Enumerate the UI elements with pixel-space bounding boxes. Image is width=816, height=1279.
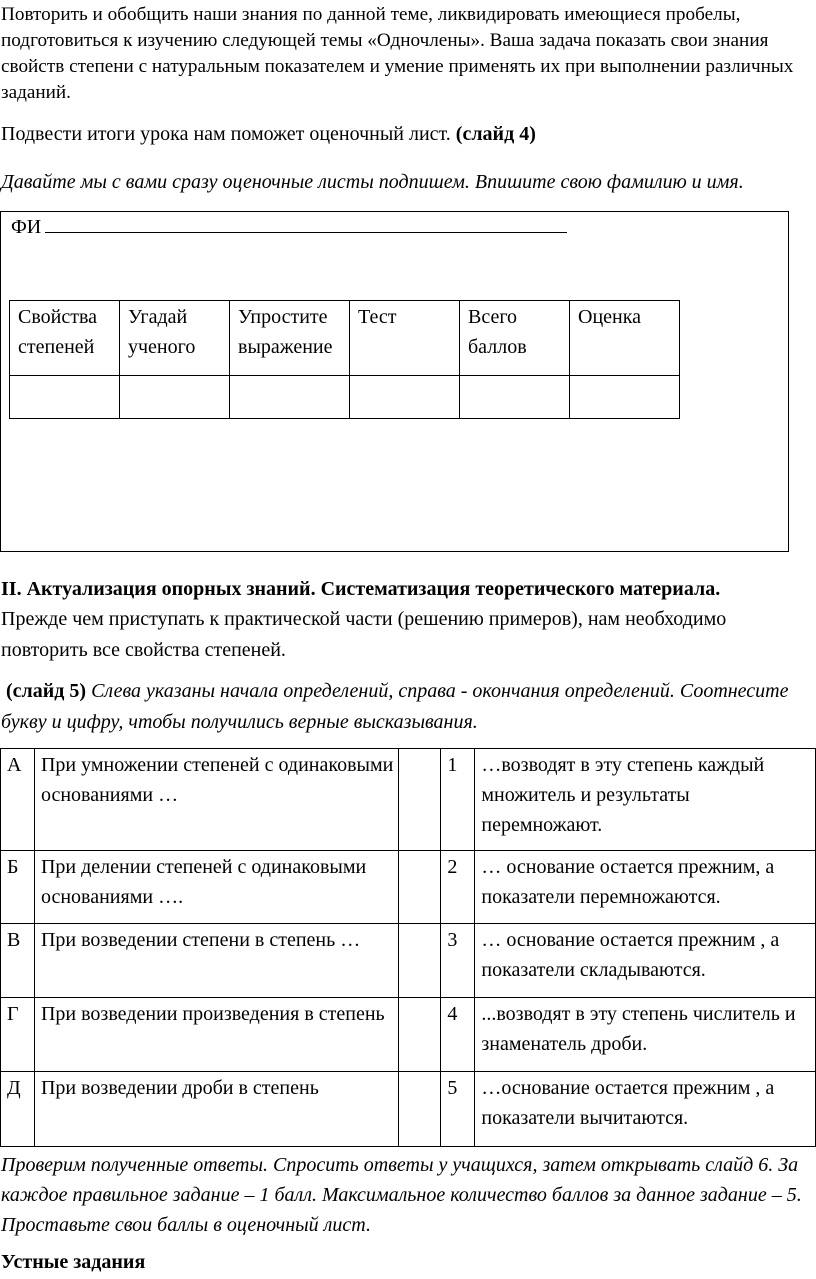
evaluation-header-row (10, 301, 680, 376)
sign-instruction: Давайте мы с вами сразу оценочные листы подпишем. Впишите свою фамилию и имя. (1, 171, 744, 193)
evaluation-header-cell: Оценка (570, 301, 680, 376)
score-cell[interactable] (230, 376, 350, 419)
section2-heading: II. Актуализация опорных знаний. Систематизация теоретического материала. (1, 578, 721, 600)
score-cell[interactable] (350, 376, 460, 419)
row-definition-start: При делении степеней с одинаковыми основаниями …. (34, 851, 399, 924)
score-cell[interactable] (570, 376, 680, 419)
answer-cell[interactable] (399, 749, 441, 851)
score-cell[interactable] (10, 376, 120, 419)
matching-row (1, 998, 816, 1072)
row-letter: А (1, 749, 35, 851)
row-number: 1 (441, 749, 475, 851)
row-definition-start: При возведении степени в степень … (34, 924, 399, 998)
matching-table (0, 748, 816, 1147)
evaluation-header-cell: Тест (350, 301, 460, 376)
row-definition-end: …основание остается прежним , а показатели вычитаются. (475, 1072, 816, 1147)
row-definition-start: При умножении степеней с одинаковыми основаниями … (34, 749, 399, 851)
section2 (1, 575, 813, 666)
row-letter: Д (1, 1072, 35, 1147)
answer-cell[interactable] (399, 1072, 441, 1147)
matching-row (1, 1072, 816, 1147)
intro-paragraph: Повторить и обобщить наши знания по данной теме, ликвидировать имеющиеся пробелы, подготовиться к изучению следующей темы «Одночлены». Ваша задача показать свои знания свойств степени с натуральным показателем и умение применять их при выполнении различных заданий. (1, 4, 794, 103)
fi-label: ФИ (11, 216, 42, 238)
row-letter: Г (1, 998, 35, 1072)
row-definition-end: ...возводят в эту степень числитель и знаменатель дроби. (475, 998, 816, 1072)
summary-text: Подвести итоги урока нам поможет оценочный лист. (1, 123, 456, 145)
oral-tasks-heading: Устные задания (1, 1251, 146, 1273)
evaluation-header-cell: Всего баллов (460, 301, 570, 376)
row-definition-end: …возводят в эту степень каждый множитель и результаты перемножают. (475, 749, 816, 851)
summary-line (1, 120, 536, 148)
evaluation-header-cell: Упростите выражение (230, 301, 350, 376)
summary-slide-label: (слайд 4) (455, 123, 536, 145)
row-number: 4 (441, 998, 475, 1072)
row-definition-end: … основание остается прежним , а показатели складываются. (475, 924, 816, 998)
row-number: 2 (441, 851, 475, 924)
check-instructions: Проверим полученные ответы. Спросить ответы у учащихся, затем открывать слайд 6. За каждое правильное задание – 1 балл. Максимальное количество баллов за данное задание – 5. Проставьте свои баллы в оценочный лист. (1, 1154, 802, 1236)
fi-underline (45, 212, 567, 233)
answer-cell[interactable] (399, 924, 441, 998)
row-number: 3 (441, 924, 475, 998)
matching-row (1, 924, 816, 998)
score-cell[interactable] (460, 376, 570, 419)
matching-row (1, 851, 816, 924)
evaluation-header-cell: Угадай ученого (120, 301, 230, 376)
row-letter: Б (1, 851, 35, 924)
section2-text: Прежде чем приступать к практической части (решению примеров), нам необходимо повторить все свойства степеней. (1, 608, 727, 661)
evaluation-header-cell: Свойства степеней (10, 301, 120, 376)
evaluation-table (9, 300, 680, 419)
slide5-text: Слева указаны начала определений, справа - окончания определений. Соотнесите букву и цифру, чтобы получились верные высказывания. (1, 680, 789, 733)
slide5-instruction (1, 676, 801, 738)
row-definition-start: При возведении дроби в степень (34, 1072, 399, 1147)
evaluation-score-row (10, 376, 680, 419)
fi-line (11, 212, 567, 241)
slide5-label: (слайд 5) (6, 680, 87, 702)
matching-row (1, 749, 816, 851)
row-definition-end: … основание остается прежним, а показатели перемножаются. (475, 851, 816, 924)
answer-cell[interactable] (399, 998, 441, 1072)
row-definition-start: При возведении произведения в степень (34, 998, 399, 1072)
score-cell[interactable] (120, 376, 230, 419)
answer-cell[interactable] (399, 851, 441, 924)
row-number: 5 (441, 1072, 475, 1147)
row-letter: В (1, 924, 35, 998)
